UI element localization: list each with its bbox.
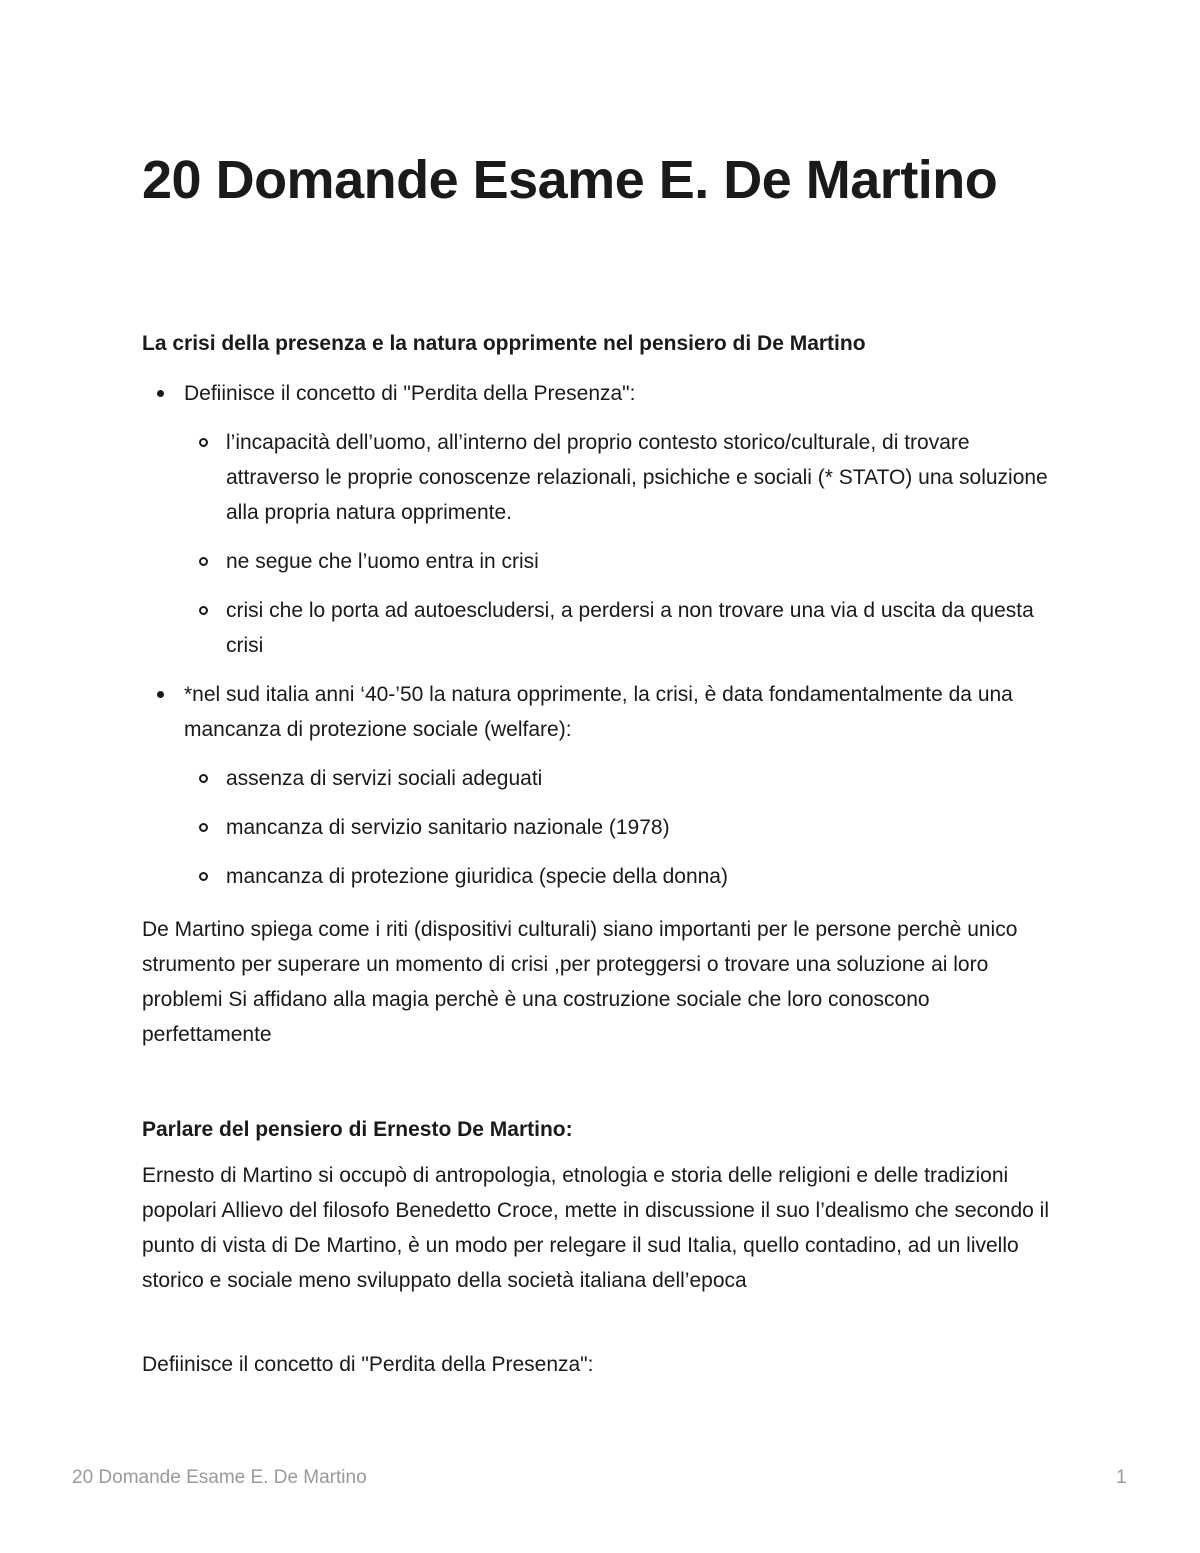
sub-list-item-text: mancanza di servizio sanitario nazionale (1978) [226,816,670,839]
bullet-list [142,376,1062,908]
sub-bullet-list [184,425,1062,663]
sub-bullet-list [184,761,1062,894]
bullet-dot-icon [157,691,164,698]
section-heading-pensiero: Parlare del pensiero di Ernesto De Martino: [142,1118,573,1141]
page-number: 1 [1116,1467,1127,1488]
sub-list-item [184,593,1062,663]
bullet-circle-icon [199,774,208,783]
sub-list-item [184,859,1062,894]
bullet-dot-icon [157,390,164,397]
sub-list-item-text: assenza di servizi sociali adeguati [226,767,543,790]
footer-title: 20 Domande Esame E. De Martino [72,1467,367,1488]
sub-list-item-text: ne segue che l’uomo entra in crisi [226,550,539,573]
list-item [142,677,1062,894]
list-item-text: Defiinisce il concetto di "Perdita della Presenza": [184,382,636,405]
bullet-circle-icon [199,606,208,615]
sub-list-item [184,425,1062,530]
bullet-circle-icon [199,557,208,566]
paragraph-perdita: Defiinisce il concetto di "Perdita della Presenza": [142,1353,594,1376]
paragraph-riti: De Martino spiega come i riti (dispositivi culturali) siano importanti per le persone perchè unico strumento per superare un momento di crisi ,per proteggersi o trovare una soluzione ai loro problemi Si affidano alla magia perchè è una costruzione sociale che loro conoscono perfettamente [142,918,1018,1046]
sub-list-item-text: mancanza di protezione giuridica (specie della donna) [226,865,728,888]
bullet-circle-icon [199,438,208,447]
sub-list-item [184,544,1062,579]
bullet-circle-icon [199,823,208,832]
list-item [142,376,1062,663]
bullet-circle-icon [199,872,208,881]
list-item-text: *nel sud italia anni ‘40-’50 la natura opprimente, la crisi, è data fondamentalmente da una mancanza di protezione sociale (welfare): [184,683,1013,741]
sub-list-item-text: crisi che lo porta ad autoescludersi, a perdersi a non trovare una via d uscita da questa crisi [226,599,1034,657]
sub-list-item-text: l’incapacità dell’uomo, all’interno del proprio contesto storico/culturale, di trovare attraverso le proprie conoscenze relazionali, psichiche e sociali (* STATO) una soluzione alla propria natura opprimente. [226,431,1048,524]
section-heading-crisi: La crisi della presenza e la natura opprimente nel pensiero di De Martino [142,332,866,355]
document-title: 20 Domande Esame E. De Martino [142,150,998,210]
sub-list-item [184,761,1062,796]
paragraph-ernesto: Ernesto di Martino si occupò di antropologia, etnologia e storia delle religioni e delle tradizioni popolari Allievo del filosofo Benedetto Croce, mette in discussione il suo l’dealismo che secondo il punto di vista di De Martino, è un modo per relegare il sud Italia, quello contadino, ad un livello storico e sociale meno sviluppato della società italiana dell’epoca [142,1164,1050,1292]
sub-list-item [184,810,1062,845]
